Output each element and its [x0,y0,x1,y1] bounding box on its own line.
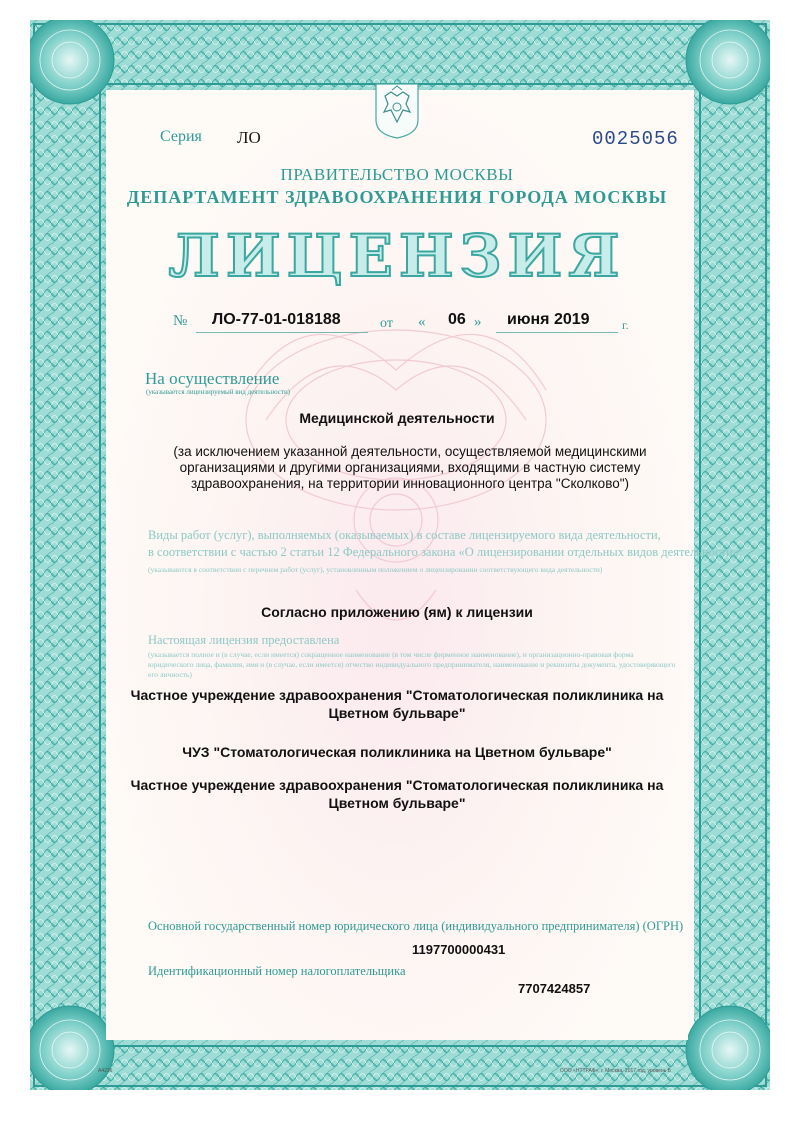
government-name: ПРАВИТЕЛЬСТВО МОСКВЫ [280,165,514,184]
form-number: 0025056 [592,128,679,150]
quote-close: » [474,314,482,330]
year-suffix: г. [622,318,629,332]
ogrn-value: 1197700000431 [412,942,506,957]
organization-firm-name: Частное учреждение здравоохранения "Стоматологическая поликлиника на Цветном бульваре" [130,777,664,811]
license-day: 06 [448,311,466,328]
number-sign: № [173,313,188,329]
coat-of-arms-icon [374,82,420,140]
issued-to-note: (указывается полное и (в случае, если имеется) сокращенное наименование (в том числе фирменное наименование), и организационно-правовая форма юридического лица, фамилия, имя и (в случае, если имеется) отчество индивидуального предпринимателя, наименование и реквизиты документа, удостоверяющего его личность) [148,650,676,679]
works-note: (указываются в соответствии с перечнем работ (услуг), установленным положением о лицензировании соответствующего вида деятельности) [148,565,603,574]
document-title: ЛИЦЕНЗИЯ [168,222,626,290]
license-month-year: июня 2019 [507,311,590,328]
issued-to-label: Настоящая лицензия предоставлена [148,633,340,647]
organization-full-name: Частное учреждение здравоохранения "Стоматологическая поликлиника на Цветном бульваре" [130,687,664,721]
works-line-1: Виды работ (услуг), выполняемых (оказываемых) в составе лицензируемого вида деятельности, [148,528,661,542]
footer-code: А4236 [98,1068,113,1074]
activity-description: (за исключением указанной деятельности, осуществляемой медицинскими организациями и другими организациями, входящими в частную систему здравоохранения, на территории инновационного центра "Сколково") [173,444,647,491]
works-line-2: в соответствии с частью 2 статьи 12 Федерального закона «О лицензировании отдельных видов деятельности»: [148,545,743,559]
ogrn-label: Основной государственный номер юридического лица (индивидуального предпринимателя) (ОГРН) [148,919,684,933]
inn-label: Идентификационный номер налогоплательщика [148,964,406,978]
annex-reference: Согласно приложению (ям) к лицензии [261,604,533,620]
date-from-label: от [380,316,393,331]
activity-label: На осуществление [145,369,280,388]
date-underline [496,332,618,333]
department-name: ДЕПАРТАМЕНТ ЗДРАВООХРАНЕНИЯ ГОРОДА МОСКВЫ [126,187,668,207]
footer-printer: ООО «НТТРАФ», г. Москва, 2017 год, уровень Б [560,1068,671,1074]
number-underline [196,332,368,333]
activity-name: Медицинской деятельности [299,410,495,426]
organization-short-name: ЧУЗ "Стоматологическая поликлиника на Цветном бульваре" [182,744,612,760]
series-label: Серия [160,128,202,145]
series-value: ЛО [237,128,261,147]
inn-value: 7707424857 [518,981,591,996]
license-number: ЛО-77-01-018188 [212,311,341,328]
quote-open: « [418,314,426,330]
activity-note: (указывается лицензируемый вид деятельности) [146,388,291,396]
